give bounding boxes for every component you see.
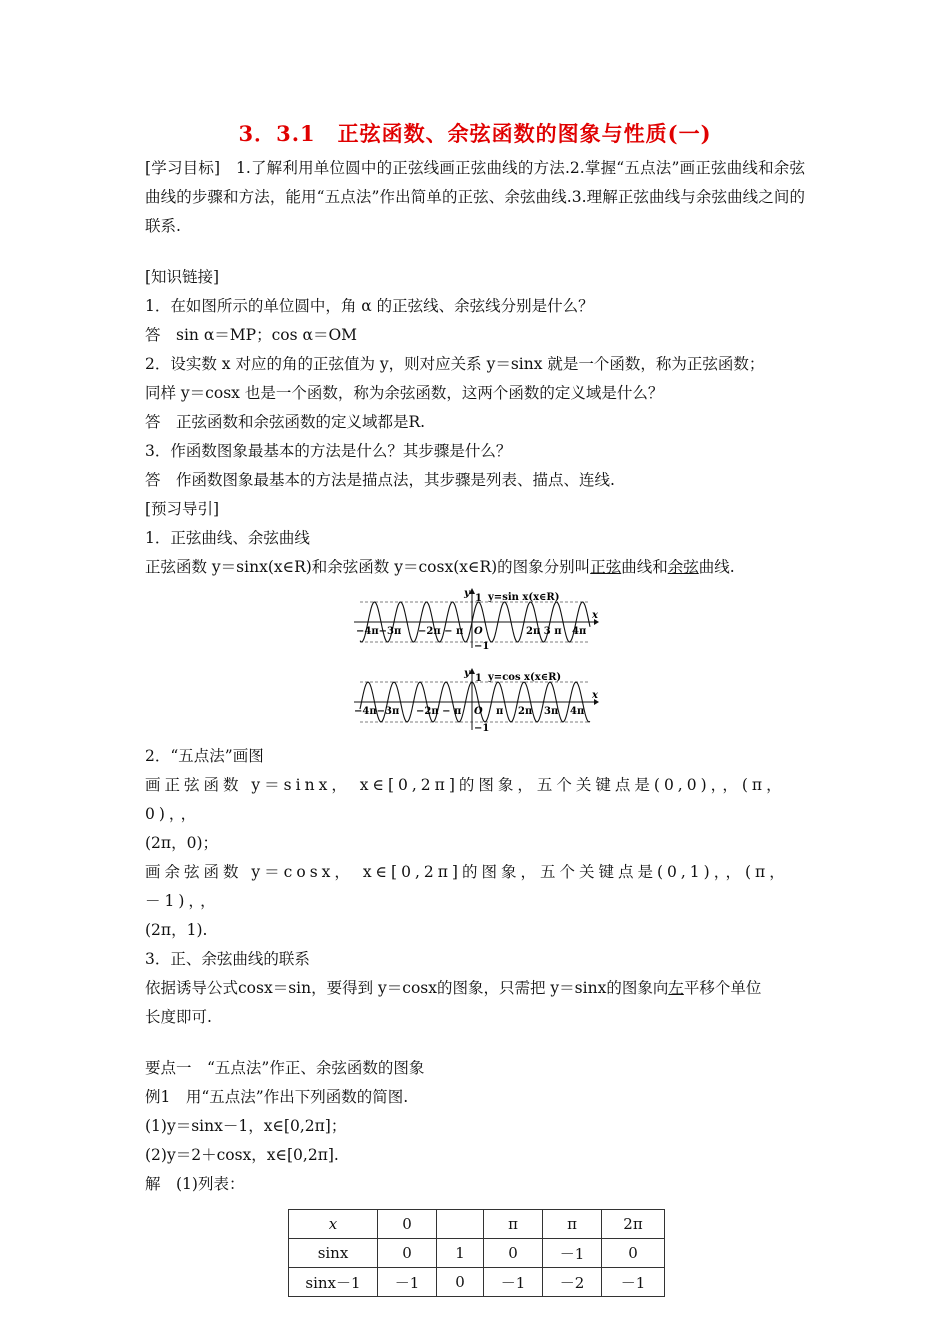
section-2-title: 2．“五点法”画图: [145, 747, 264, 765]
page-title: 3．3.1 正弦函数、余弦函数的图象与性质(一): [238, 121, 712, 146]
table-cell: [437, 1210, 484, 1239]
answer-1: 答 sin α＝MP；cos α＝OM: [145, 326, 358, 344]
table-cell: －1: [484, 1268, 543, 1297]
cosine-tick-2pi: 2π: [518, 706, 533, 717]
table-row: [289, 1239, 665, 1268]
s1-pre: 正弦函数 y＝sinx(x∈R)和余弦函数 y＝cosx(x∈R)的图象分别叫: [145, 558, 591, 576]
table-row: [289, 1268, 665, 1297]
sine-ticks-far: 4π: [572, 626, 587, 637]
question-3: 3．作函数图象最基本的方法是什么？其步骤是什么？: [145, 442, 512, 460]
cosine-ticks-mid-left: −2π − π: [416, 706, 462, 717]
table-cell: π: [484, 1210, 543, 1239]
table-cell: 1: [437, 1239, 484, 1268]
cosine-origin-label: O: [474, 706, 483, 717]
cosine-tick-3pi: 3π: [544, 706, 559, 717]
example-1-part1: (1)y＝sinx－1，x∈[0,2π]；: [145, 1117, 347, 1135]
table-cell: sinx－1: [289, 1268, 378, 1297]
s3-pre: 依据诱导公式cosx＝sin，要得到 y＝cosx的图象，只需把 y＝sinx的图象向: [145, 979, 669, 997]
question-1: 1．在如图所示的单位圆中，角 α 的正弦线、余弦线分别是什么？: [145, 297, 594, 315]
example-1-part2: (2)y＝2＋cosx，x∈[0,2π].: [145, 1146, 339, 1164]
cosine-five-points-line2: (2π，1).: [145, 921, 208, 939]
value-table: [288, 1209, 665, 1297]
table-cell: 2π: [602, 1210, 665, 1239]
s1-underline-sine: 正弦: [590, 558, 622, 576]
sine-ticks-left: −4π−3π: [356, 626, 402, 637]
cosine-x-label: x: [592, 690, 598, 701]
sine-neg-one-label: −1: [474, 641, 490, 652]
s1-underline-cosine: 余弦: [667, 558, 699, 576]
sine-cosine-figure: [350, 588, 600, 736]
cosine-neg-one-label: −1: [474, 723, 490, 734]
s3-post: 平移个单位: [683, 979, 762, 997]
sine-function-label: y=sin x(x∈R): [488, 592, 560, 603]
table-cell: 0: [602, 1239, 665, 1268]
table-cell: －1: [378, 1268, 437, 1297]
cosine-ticks-left: −4π−3π: [354, 706, 400, 717]
sine-origin-label: O: [474, 626, 483, 637]
table-cell: 0: [484, 1239, 543, 1268]
section-1-title: 1．正弦曲线、余弦曲线: [145, 529, 310, 547]
section-3-line1: [145, 974, 805, 1003]
s1-mid: 曲线和: [621, 558, 668, 576]
sine-one-label: 1: [475, 593, 482, 604]
section-3-line2: 长度即可.: [145, 1008, 212, 1026]
table-cell: 0: [437, 1268, 484, 1297]
cosine-one-label: 1: [475, 673, 482, 684]
answer-2: 答 正弦函数和余弦函数的定义域都是R.: [145, 413, 426, 431]
document-page: [145, 118, 805, 1297]
table-cell: －1: [602, 1268, 665, 1297]
cosine-y-label: y: [464, 668, 470, 679]
answer-3: 答 作函数图象最基本的方法是描点法，其步骤是列表、描点、连线.: [145, 471, 615, 489]
sine-five-points-line1: 画正弦函数 y＝sinx， x∈[0,2π]的图象，五个关键点是(0,0)，，(π， 0)，，: [145, 776, 786, 823]
section-3-title: 3．正、余弦曲线的联系: [145, 950, 310, 968]
sine-five-points-line2: (2π，0)；: [145, 834, 219, 852]
table-row: [289, 1210, 665, 1239]
preview-heading: [预习导引]: [145, 500, 220, 518]
solution-heading: 解 (1)列表：: [145, 1175, 245, 1193]
learning-objectives: [学习目标] 1.了解利用单位圆中的正弦线画正弦曲线的方法.2.掌握“五点法”画正弦曲线和余弦曲线的步骤和方法，能用“五点法”作出简单的正弦、余弦曲线.3.理解正弦曲线与余弦曲线之间的联系.: [145, 159, 805, 235]
cosine-tick-4pi: 4π: [570, 706, 585, 717]
table-cell: sinx: [289, 1239, 378, 1268]
sine-graph: [354, 588, 599, 652]
question-2-line2: 同样 y＝cosx 也是一个函数，称为余弦函数，这两个函数的定义域是什么？: [145, 384, 664, 402]
sine-x-label: x: [592, 610, 598, 621]
table-cell: －2: [543, 1268, 602, 1297]
cosine-tick-pi: π: [496, 706, 504, 717]
curves-svg: [350, 588, 600, 736]
cosine-five-points-line1: 画余弦函数 y＝cosx， x∈[0,2π]的图象，五个关键点是(0,1)，，(π， －1)，，: [145, 863, 789, 910]
s1-post: 曲线.: [698, 558, 735, 576]
sine-y-label: y: [464, 588, 470, 599]
s3-underline-left: 左: [668, 979, 684, 997]
section-1-text: [145, 553, 805, 582]
table-cell: －1: [543, 1239, 602, 1268]
knowledge-heading: [知识链接]: [145, 268, 220, 286]
table-cell: 0: [378, 1239, 437, 1268]
key-point-1-title: 要点一 “五点法”作正、余弦函数的图象: [145, 1059, 425, 1077]
table-cell: x: [289, 1210, 378, 1239]
table-cell: 0: [378, 1210, 437, 1239]
table-cell: π: [543, 1210, 602, 1239]
question-2-line1: 2．设实数 x 对应的角的正弦值为 y，则对应关系 y＝sinx 就是一个函数，称为正弦函数；: [145, 355, 765, 373]
sine-ticks-mid-left: −2π − π: [418, 626, 464, 637]
sine-ticks-right: 2π 3 π: [526, 626, 562, 637]
cosine-graph: [354, 668, 599, 734]
example-1: 例1 用“五点法”作出下列函数的简图.: [145, 1088, 409, 1106]
cosine-function-label: y=cos x(x∈R): [488, 672, 562, 683]
